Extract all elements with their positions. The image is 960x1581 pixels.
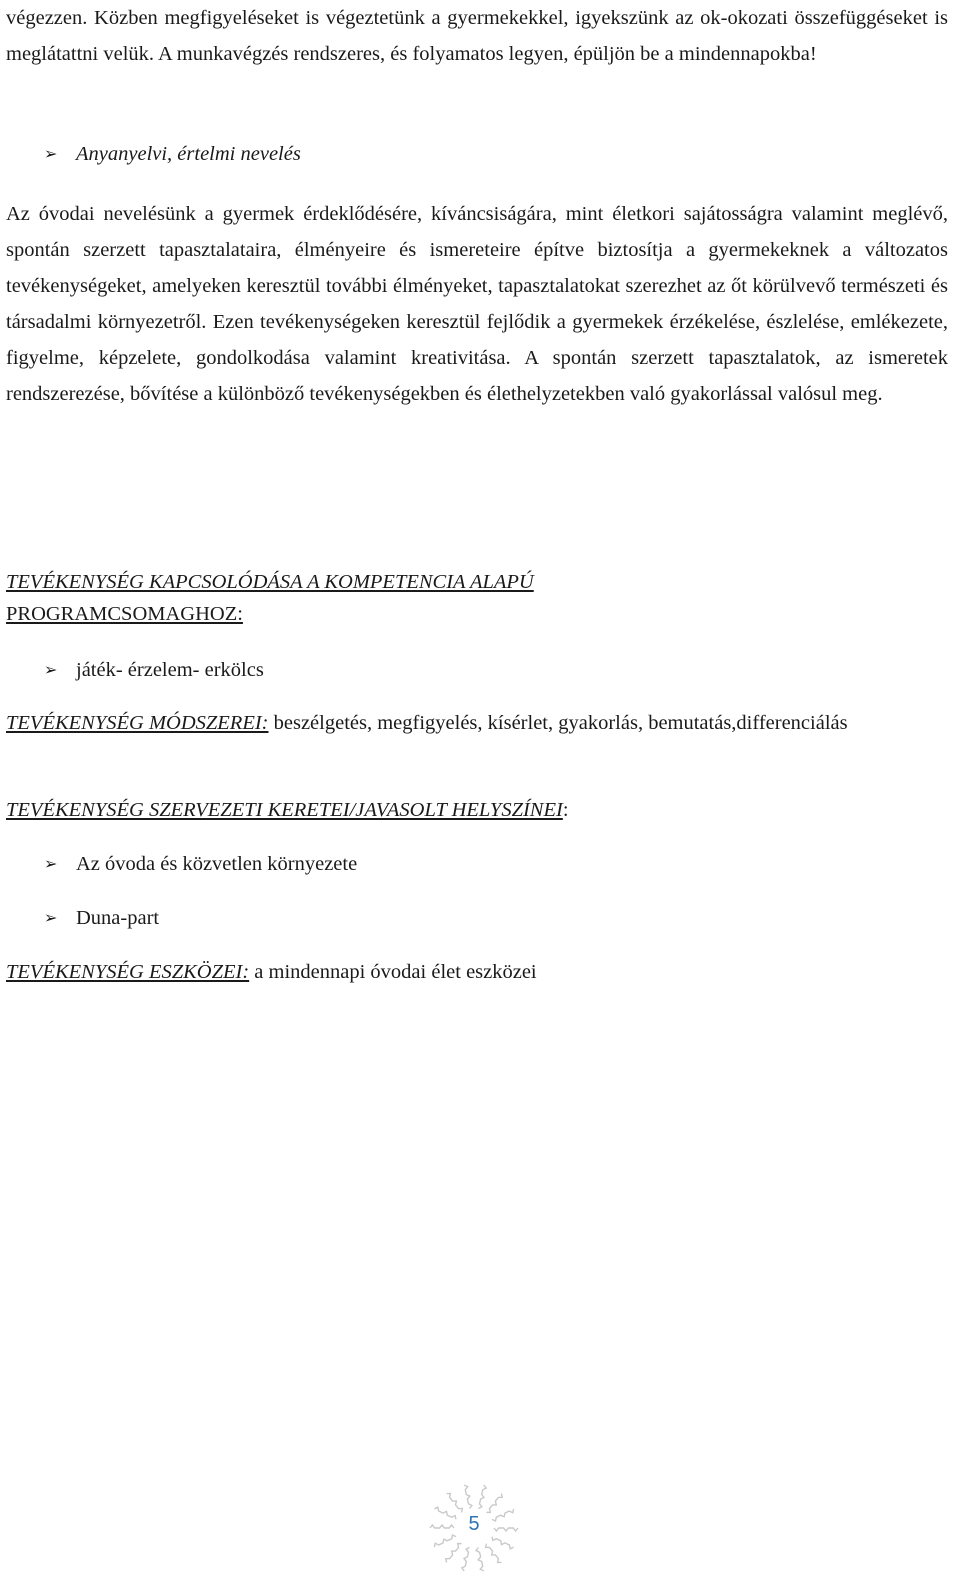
- ornament-line: [478, 1485, 486, 1508]
- eszkozei-text: a mindennapi óvodai élet eszközei: [249, 961, 537, 983]
- intro-paragraph: végezzen. Közben megfigyeléseket is végeztetünk a gyermekekkel, igyekszünk az ok-okozati összefüggéseket is meglátattni velük. A munkavégzés rendszeres, és folyamatos legyen, épüljön be a mindennapokba!: [6, 7, 948, 65]
- arrow-bullet-icon: ➢: [44, 660, 58, 679]
- eszkozei-paragraph: [6, 956, 948, 988]
- ornament-line: [446, 1544, 462, 1563]
- ornament-line: [486, 1494, 502, 1513]
- ornament-line: [492, 1537, 514, 1549]
- arrow-bullet-icon: ➢: [44, 854, 58, 873]
- modszerei-label: TEVÉKENYSÉG MÓDSZEREI:: [6, 712, 269, 734]
- ornament-line: [434, 1535, 456, 1547]
- modszerei-text: beszélgetés, megfigyelés, kísérlet, gyakorlás, bemutatás,differenciálás: [268, 712, 848, 734]
- eszkozei-label: TEVÉKENYSÉG ESZKÖZEI:: [6, 961, 250, 983]
- kapcsolodas-bullet: [44, 656, 264, 684]
- kapcsolodas-bullet-text: játék- érzelem- erkölcs: [76, 659, 264, 681]
- ornament-line: [486, 1544, 502, 1563]
- keretei-heading: [6, 794, 948, 826]
- section-heading-bullet: [44, 140, 301, 168]
- page-number: 5: [468, 1513, 480, 1535]
- keretei-label: TEVÉKENYSÉG SZERVEZETI KERETEI/JAVASOLT HELYSZÍNEI: [6, 799, 563, 821]
- keretei-colon: :: [562, 799, 569, 821]
- kapcsolodas-heading-line1: TEVÉKENYSÉG KAPCSOLÓDÁSA A KOMPETENCIA ALAPÚ: [6, 571, 534, 593]
- keretei-bullet-text: Duna-part: [76, 907, 160, 929]
- arrow-bullet-icon: ➢: [44, 144, 58, 163]
- ornament-line: [447, 1494, 463, 1513]
- kapcsolodas-heading-line2: PROGRAMCSOMAGHOZ:: [6, 603, 243, 625]
- ornament-line: [464, 1485, 472, 1508]
- ornament-line: [462, 1547, 470, 1570]
- arrow-bullet-icon: ➢: [44, 908, 58, 927]
- keretei-bullet-2: [44, 904, 159, 932]
- ornament-line: [476, 1547, 484, 1570]
- kapcsolodas-heading: [6, 566, 948, 630]
- modszerei-paragraph: [6, 706, 948, 740]
- section-heading: Anyanyelvi, értelmi nevelés: [76, 143, 301, 165]
- section-body-paragraph: Az óvodai nevelésünk a gyermek érdeklődésére, kíváncsiságára, mint életkori sajátosságra valamint meglévő, spontán szerzett tapasztalataira, élményeire és ismereteire építve biztosítja a gyermekeknek a változatos tevékenységeket, amelyeken keresztül további élményeket, tapasztalatokat szerezhet az őt körülvevő természeti és társadalmi környezetről. Ezen tevékenységeken keresztül fejlődik a gyermekek érzékelése, észlelése, emlékezete, figyelme, képzelete, gondolkodása valamint kreativitása. A spontán szerzett tapasztalatok, az ismeretek rendszerezése, bővítése a különböző tevékenységekben és élethelyzetekben való gyakorlással valósul meg.: [6, 203, 948, 405]
- keretei-bullet-1: [44, 850, 357, 878]
- keretei-bullet-text: Az óvoda és közvetlen környezete: [76, 853, 358, 875]
